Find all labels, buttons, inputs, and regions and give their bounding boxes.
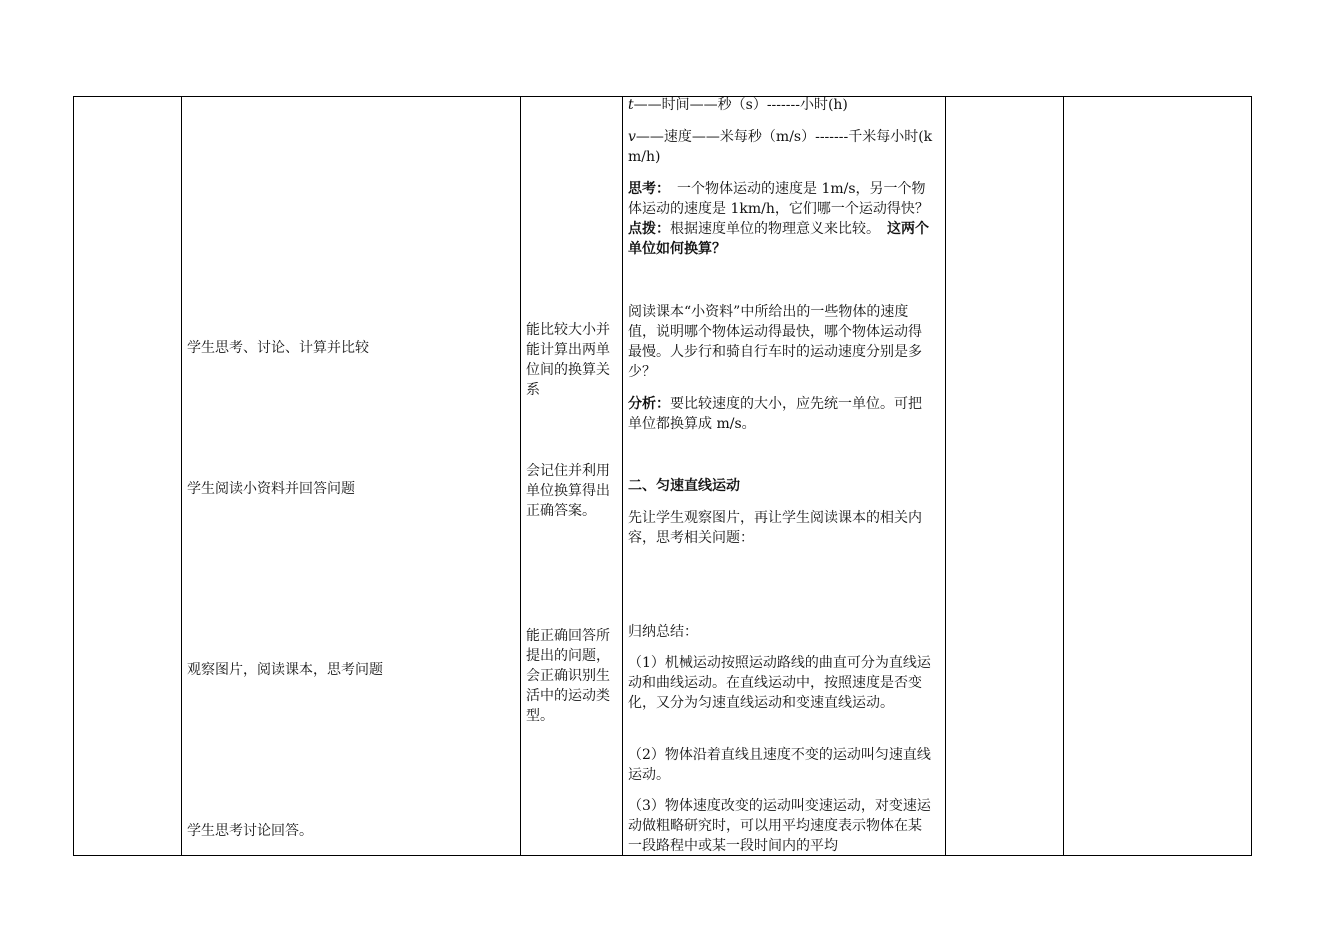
reading-paragraph: 阅读课本“小资料”中所给出的一些物体的速度值，说明哪个物体运动得最快，哪个物体运动得最慢。人步行和骑自行车时的运动速度分别是多少？ [628,304,922,380]
column-divider [622,96,623,856]
summary-item: （1）机械运动按照运动路线的曲直可分为直线运动和曲线运动。在直线运动中，按照速度是否变化，又分为匀速直线运动和变速直线运动。 [628,655,931,711]
student-activity: 学生思考讨论回答。 [187,823,313,839]
column-divider [520,96,521,856]
unit-line-time: t——时间——秒（s）-------小时(h) [628,97,848,113]
student-activity: 学生阅读小资料并回答问题 [187,481,355,497]
summary-item: （3）物体速度改变的运动叫变速运动，对变速运动做粗略研究时，可以用平均速度表示物体在某一段路程中或某一段时间内的平均 [628,798,931,854]
section-heading: 二、匀速直线运动 [628,478,740,494]
summary-item: （2）物体沿着直线且速度不变的运动叫匀速直线运动。 [628,747,931,783]
learning-goal: 会记住并利用单位换算得出正确答案。 [526,463,610,519]
student-activity: 学生思考、讨论、计算并比较 [187,340,369,356]
summary-label: 归纳总结： [628,624,698,640]
learning-goal: 能比较大小并能计算出两单位间的换算关系 [526,322,610,398]
unit-line-speed: v——速度——米每秒（m/s）-------千米每小时(km/h) [628,129,933,165]
analysis-paragraph: 分析：要比较速度的大小，应先统一单位。可把单位都换算成 m/s。 [628,396,922,432]
column-divider [181,96,182,856]
think-paragraph: 思考： 一个物体运动的速度是 1m/s，另一个物体运动的速度是 1km/h，它们哪一个运动得快？点拨：根据速度单位的物理意义来比较。 这两个单位如何换算？ [628,181,929,257]
student-activity: 观察图片，阅读课本，思考问题 [187,662,383,678]
learning-goal: 能正确回答所提出的问题，会正确识别生活中的运动类型。 [526,628,610,724]
section-intro: 先让学生观察图片，再让学生阅读课本的相关内容，思考相关问题： [628,510,922,546]
column-divider [1063,96,1064,856]
column-divider [945,96,946,856]
